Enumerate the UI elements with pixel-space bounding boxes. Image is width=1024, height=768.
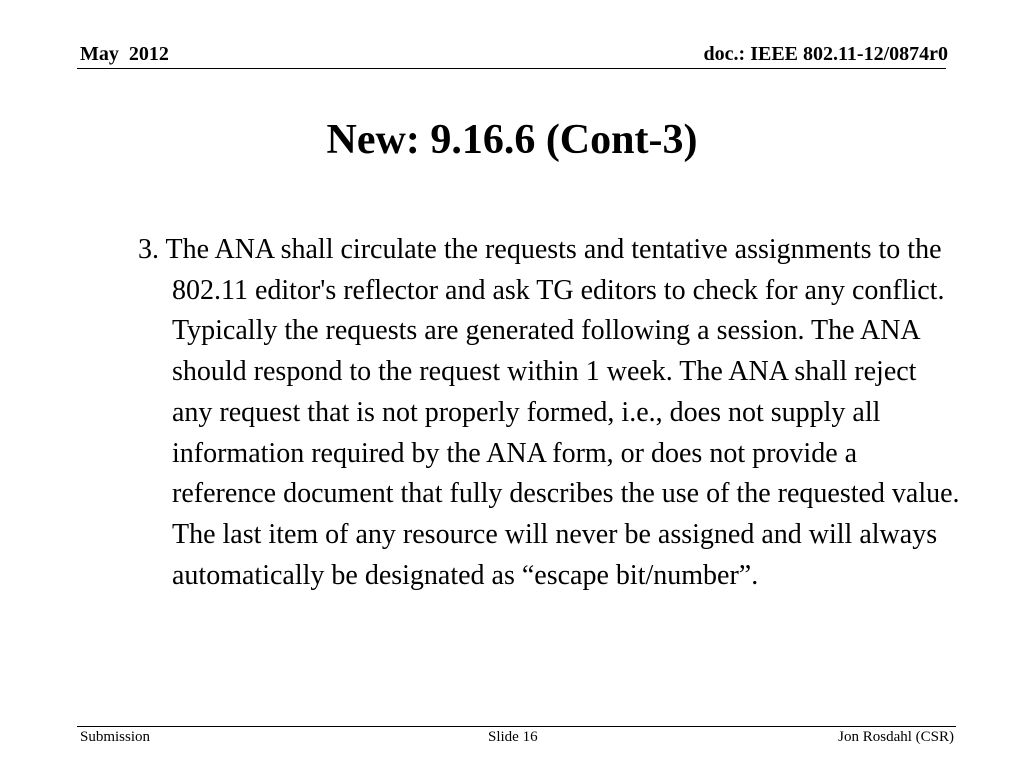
header-doc-id: doc.: IEEE 802.11-12/0874r0 (703, 43, 948, 65)
slide-title: New: 9.16.6 (Cont-3) (326, 117, 698, 163)
footer-submission: Submission (80, 729, 151, 745)
header-date: May 2012 (80, 43, 169, 65)
footer-author: Jon Rosdahl (CSR) (838, 729, 954, 745)
slide-body-text: 3. The ANA shall circulate the requests and tentative assignments to the 802.11 editor's reflector and ask TG editors to check for any conflict. Typically the requests are generated following a session. The ANA should respond to the request within 1 week. The ANA shall reject any request that is not properly formed, i.e., does not supply all information required by the ANA form, or does not provide a reference document that fully describes the use of the requested value. The last item of any resource will never be assigned and will always automatically be designated as “escape bit/number”. (138, 234, 960, 591)
header-divider (77, 68, 946, 69)
footer-slide-number: Slide 16 (488, 729, 538, 745)
